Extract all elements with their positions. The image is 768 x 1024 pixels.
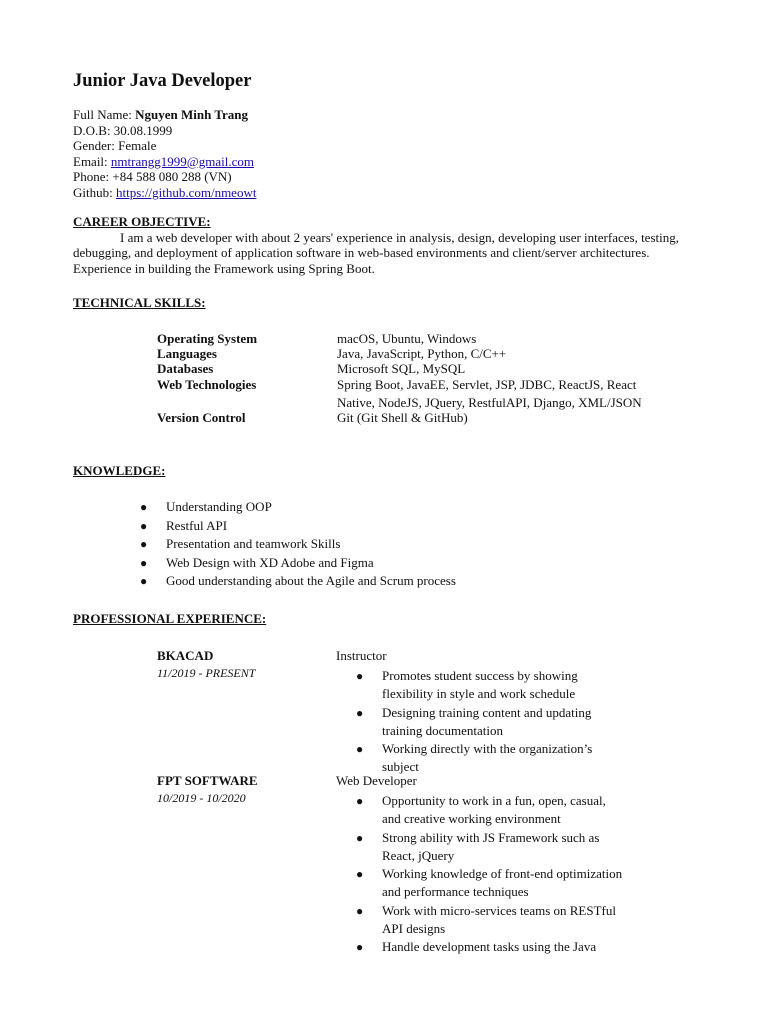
dob-row: D.O.B: 30.08.1999 — [73, 122, 173, 138]
duty-item — [356, 938, 626, 956]
email-link[interactable]: nmtrangg1999@gmail.com — [110, 153, 254, 169]
job-role: Web Developer — [336, 773, 417, 788]
duty-item — [356, 792, 626, 829]
duty-text: Opportunity to work in a fun, open, casual, and creative working environment — [382, 793, 606, 827]
duty-text: Designing training content and updating training documentation — [382, 704, 592, 738]
bullet-icon: ● — [356, 830, 364, 845]
job-company: FPT SOFTWARE — [157, 773, 258, 788]
list-item-text: Web Design with XD Adobe and Figma — [166, 554, 374, 570]
bullet-icon: ● — [356, 867, 364, 882]
skill-value: Git (Git Shell & GitHub) — [337, 409, 468, 425]
skill-row — [157, 361, 657, 376]
phone-row: Phone: +84 588 080 288 (VN) — [73, 169, 232, 184]
duty-text: Promotes student success by showing flexibility in style and work schedule — [382, 668, 578, 702]
bullet-icon: ● — [140, 555, 148, 570]
bullet-icon: ● — [140, 537, 148, 552]
bullet-icon: ● — [356, 669, 364, 683]
list-item-text: Presentation and teamwork Skills — [166, 536, 341, 552]
duty-item — [356, 704, 626, 741]
skill-category: Operating System — [157, 331, 258, 346]
duty-item — [356, 902, 626, 939]
job-duties — [356, 792, 626, 957]
skill-value: Java, JavaScript, Python, C/C++ — [337, 346, 507, 362]
knowledge-list — [140, 499, 456, 592]
list-item-text: Understanding OOP — [166, 499, 272, 514]
bullet-icon: ● — [356, 903, 364, 918]
career-objective-body: I am a web developer with about 2 years' experience in analysis, design, developing user interfaces, testing, debugging, and deployment of application software in web-based environments and client/server architectures. Experience in building the Framework using Spring Boot. — [73, 230, 679, 276]
list-item — [140, 573, 456, 592]
bullet-icon: ● — [356, 794, 364, 808]
professional-experience-heading: PROFESSIONAL EXPERIENCE: — [73, 611, 267, 626]
list-item-text: Restful API — [166, 517, 228, 533]
job-duties — [356, 667, 626, 777]
email-row — [73, 154, 256, 170]
duty-text: Working directly with the organization’s subject — [382, 741, 593, 775]
github-link[interactable]: https://github.com/nmeowt — [115, 184, 257, 200]
career-objective-text — [73, 230, 693, 276]
full-name-row — [73, 107, 256, 123]
job-dates: 10/2019 - 10/2020 — [157, 791, 246, 805]
list-item — [140, 499, 456, 518]
skill-category: Web Technologies — [157, 376, 257, 392]
duty-text: Handle development tasks using the Java — [382, 939, 597, 955]
knowledge-heading: KNOWLEDGE: — [73, 463, 166, 478]
skill-row — [157, 377, 657, 412]
career-objective-heading: CAREER OBJECTIVE: — [73, 214, 211, 229]
job-role: Instructor — [336, 648, 387, 663]
full-name-label: Full Name: — [73, 107, 132, 122]
skill-category: Version Control — [157, 409, 246, 425]
duty-item — [356, 740, 626, 777]
skill-value: Spring Boot, JavaEE, Servlet, JSP, JDBC, ReactJS, React Native, NodeJS, JQuery, RestfulAPI, Django, XML/JSON — [337, 376, 642, 410]
job-company: BKACAD — [157, 648, 214, 663]
gender-row: Gender: Female — [73, 138, 157, 153]
technical-skills-heading: TECHNICAL SKILLS: — [73, 295, 206, 310]
email-label: Email: — [73, 153, 108, 169]
duty-text: Strong ability with JS Framework such as React, jQuery — [382, 829, 600, 863]
skill-row — [157, 346, 657, 361]
duty-item — [356, 667, 626, 704]
skill-value: macOS, Ubuntu, Windows — [337, 331, 477, 346]
full-name: Nguyen Minh Trang — [135, 107, 249, 122]
list-item-text: Good understanding about the Agile and Scrum process — [166, 573, 456, 589]
duty-item — [356, 865, 626, 902]
bullet-icon: ● — [356, 705, 364, 720]
bullet-icon: ● — [356, 940, 364, 955]
github-label: Github: — [73, 184, 113, 200]
duty-text: Working knowledge of front-end optimization and performance techniques — [382, 866, 623, 900]
skill-row — [157, 410, 657, 425]
list-item — [140, 555, 456, 574]
skills-table — [157, 331, 657, 425]
skill-category: Databases — [157, 361, 214, 377]
bullet-icon: ● — [140, 500, 148, 514]
bullet-icon: ● — [356, 742, 364, 757]
list-item — [140, 518, 456, 537]
list-item — [140, 536, 456, 555]
bullet-icon: ● — [140, 518, 148, 533]
skill-row — [157, 331, 657, 346]
github-row — [73, 185, 256, 201]
job-dates: 11/2019 - PRESENT — [157, 666, 256, 680]
duty-item — [356, 829, 626, 866]
duty-text: Work with micro-services teams on RESTful API designs — [382, 902, 616, 937]
skill-category: Languages — [157, 346, 217, 362]
page-title: Junior Java Developer — [73, 71, 252, 91]
personal-info — [73, 107, 256, 200]
bullet-icon: ● — [140, 574, 148, 589]
skill-value: Microsoft SQL, MySQL — [337, 361, 466, 377]
